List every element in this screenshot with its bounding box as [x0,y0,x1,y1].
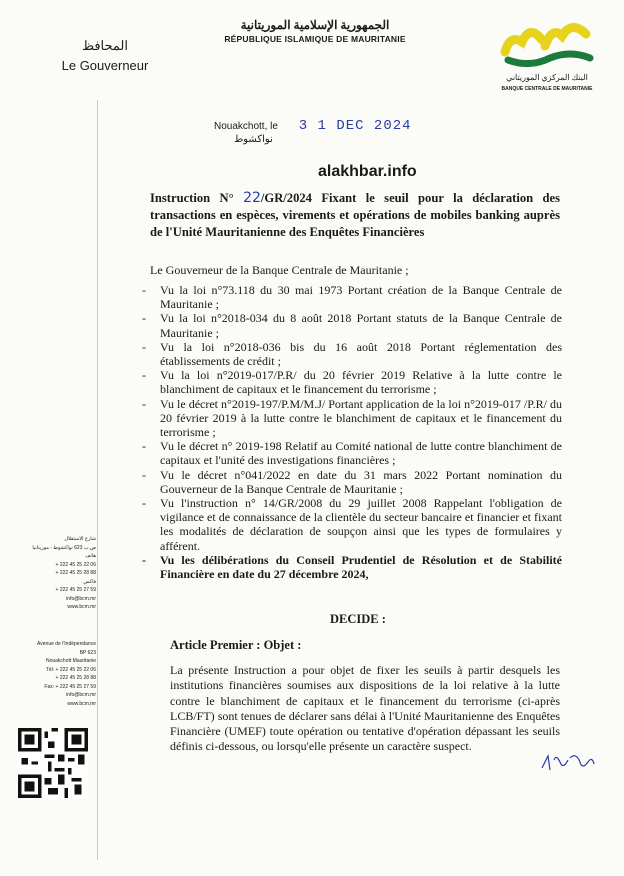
list-item: - Vu le décret n°2019-197/P.M/M.J/ Portant application de la loi n°2019-017 /P.R/ du 20 février 2019 à la lutte contre le blanchiment de capitaux et le financement du terrorisme ; [140,397,562,440]
contact-line: Avenue de l'Indépendance [37,641,96,647]
contact-block-ar [16,535,96,612]
governor-title-ar: المحافظ [82,38,128,53]
contact-line: Tél: + 222 45 25 22 06 [45,666,96,673]
instruction-number: 22 [243,190,261,206]
contact-line: info@bcm.mr [66,595,96,602]
bcm-logo-icon [500,16,595,76]
list-item: - Vu le décret n° 2019-198 Relatif au Comité national de lutte contre blanchiment de capitaux et l'unité des investigations financières ; [140,439,562,467]
intro-line: Le Gouverneur de la Banque Centrale de Mauritanie ; [150,263,409,277]
list-item: - Vu le décret n°041/2022 en date du 31 mars 2022 Portant nomination du Gouverneur de la Banque Centrale de Mauritanie ; [140,468,562,496]
dateline-place-fr: Nouakchott, le [214,121,278,132]
qr-code-icon [18,728,88,798]
title-prefix: Instruction N° [150,191,234,205]
dateline-place-ar: نواكشوط [234,134,273,145]
title-text: /GR/2024 Fixant le seuil pour la déclaration des transactions en espèces, virements et opérations de mobiles banking auprès de l'Unité Mauritanienne des Enquêtes Financières [150,191,560,239]
contact-line: + 222 45 25 22 06 [55,561,96,568]
bank-name-ar: البنك المركزي الموريتاني [506,73,588,82]
contact-line: + 222 45 25 27 59 [55,587,96,593]
article-body: La présente Instruction a pour objet de fixer les seuils à partir desquels les institutions financières soumises aux dispositions de la loi relative à la lutte contre le blanchiment de capitaux et le financement du terrorisme (ci-après LCB/FT) sont tenues de déclarer sans délai à l'Unité Mauritanienne des Enquêtes Financière (UMEF) toute opération ou tentative d'opération dépassant les seuils définis ci-dessous, ou lorsqu'elle présente un caractère suspect. [170,663,560,754]
list-item: - Vu l'instruction n° 14/GR/2008 du 29 juillet 2008 Rappelant l'obligation de vigilance et de connaissance de la clientèle du secteur bancaire et financier et fixant les modalités de déclaration de soupçon ainsi que les types de formulaires y afférent. [140,496,562,553]
list-item: - Vu la loi n°73.118 du 30 mai 1973 Portant création de la Banque Centrale de Mauritanie ; [140,283,562,311]
list-item: - Vu les délibérations du Conseil Prudentiel de Résolution et de Stabilité Financière en date du 27 décembre 2024, [140,553,562,581]
instruction-title [150,190,560,241]
article-heading: Article Premier : Objet : [170,638,302,652]
signature-initials [538,748,598,778]
bank-name-fr: BANQUE CENTRALE DE MAURITANIE [501,86,593,92]
contact-line: هاتف [85,553,96,559]
contact-line: www.bcm.mr [67,604,96,610]
decide-heading: DECIDE : [330,612,386,626]
contact-line: ص.ب 623 نواكشوط - موريتانيا [32,544,96,551]
contact-line: www.bcm.mr [67,700,96,707]
republic-title-ar: الجمهورية الإسلامية الموريتانية [240,18,390,32]
watermark-site: alakhbar.info [318,163,417,180]
list-item: - Vu la loi n°2019-017/P.R/ du 20 février 2019 Relative à la lutte contre le blanchiment de capitaux et le financement du terrorisme ; [140,368,562,396]
contact-line: info@bcm.mr [66,692,96,698]
contact-line: + 222 45 25 28 88 [55,675,96,681]
list-item: - Vu la loi n°2018-036 bis du 16 août 2018 Portant réglementation des établissements de crédit ; [140,340,562,368]
republic-title-fr: RÉPUBLIQUE ISLAMIQUE DE MAURITANIE [224,34,406,44]
contact-line: BP 623 [79,649,96,656]
list-item: - Vu la loi n°2018-034 du 8 août 2018 Portant statuts de la Banque Centrale de Mauritanie ; [140,311,562,339]
contact-line: Fax: + 222 45 25 27 59 [44,683,96,690]
margin-rule [97,100,98,860]
contact-line: فاكس [83,578,96,585]
date-stamp: 3 1 DEC 2024 [298,118,412,134]
dateline [214,118,474,145]
contact-line: + 222 45 25 28 88 [55,570,96,576]
contact-block-fr [16,640,96,708]
governor-title-fr: Le Gouverneur [61,58,149,73]
considerations-list [140,283,562,581]
contact-line: Nouakchott Mauritanie [45,658,96,664]
contact-line: شارع الاستقلال [64,536,96,542]
